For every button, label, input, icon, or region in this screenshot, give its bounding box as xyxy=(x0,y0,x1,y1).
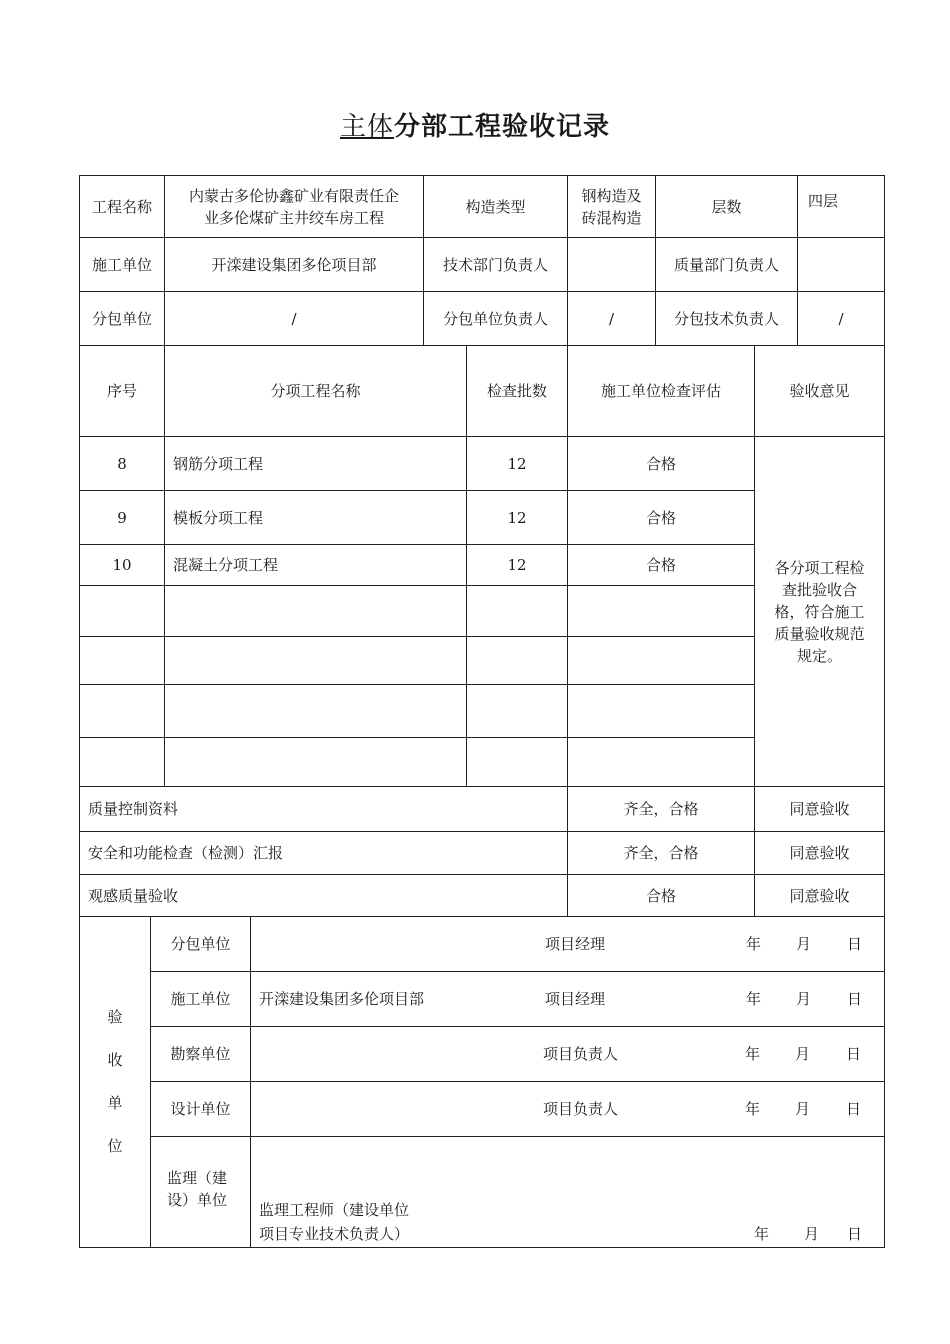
items-table xyxy=(79,345,885,787)
sign-cell xyxy=(251,917,885,972)
role-label: 项目经理 xyxy=(545,935,606,953)
table-row xyxy=(80,832,885,875)
project-name-value xyxy=(165,176,424,238)
year-label: 年 xyxy=(746,935,762,953)
check-eval: 齐全，合格 xyxy=(568,787,755,832)
sign-cell xyxy=(251,1137,885,1248)
col-name: 分项工程名称 xyxy=(165,346,467,437)
check-label: 安全和功能检查（检测）汇报 xyxy=(80,832,568,875)
table-row xyxy=(80,1082,885,1137)
year-label: 年 xyxy=(745,1045,761,1063)
year-label: 年 xyxy=(746,990,762,1008)
structure-type-line1: 钢构造及 xyxy=(581,186,642,205)
row-no: 8 xyxy=(80,437,165,491)
month-label: 月 xyxy=(796,935,812,953)
unit-label: 分包单位 xyxy=(151,917,251,972)
row-eval: 合格 xyxy=(568,545,755,586)
title-underlined: 主体 xyxy=(339,112,394,142)
col-no: 序号 xyxy=(80,346,165,437)
role-label: 项目负责人 xyxy=(543,1100,619,1118)
row-name: 混凝土分项工程 xyxy=(165,545,467,586)
check-opinion: 同意验收 xyxy=(755,875,885,917)
supervision-unit-line1: 监理（建 xyxy=(167,1169,228,1187)
row-name: 钢筋分项工程 xyxy=(165,437,467,491)
month-label: 月 xyxy=(795,1045,811,1063)
role-label: 项目经理 xyxy=(545,990,606,1008)
table-row xyxy=(80,437,885,491)
unit-label: 勘察单位 xyxy=(151,1027,251,1082)
table-row xyxy=(80,875,885,917)
vertical-char: 验 xyxy=(107,1008,123,1026)
vertical-char: 位 xyxy=(107,1137,123,1155)
acceptance-table xyxy=(79,916,885,1248)
day-label: 日 xyxy=(846,1045,862,1063)
month-label: 月 xyxy=(796,990,812,1008)
row-no: 10 xyxy=(80,545,165,586)
sign-cell xyxy=(251,1027,885,1082)
sub-tech-head-value: / xyxy=(798,292,885,346)
structure-type-line2: 砖混构造 xyxy=(581,208,642,227)
sign-cell xyxy=(251,972,885,1027)
day-label: 日 xyxy=(846,1100,862,1118)
table-row xyxy=(80,917,885,972)
row-eval: 合格 xyxy=(568,437,755,491)
row-batches: 12 xyxy=(467,491,568,545)
sub-unit-label: 分包单位 xyxy=(80,292,165,346)
unit-label: 设计单位 xyxy=(151,1082,251,1137)
table-row xyxy=(80,1027,885,1082)
opinion-line1: 各分项工程检 xyxy=(774,558,865,577)
month-label: 月 xyxy=(795,1100,811,1118)
floors-value: 四层 xyxy=(798,176,885,238)
floors-label: 层数 xyxy=(656,176,798,238)
supervision-role-line1: 监理工程师（建设单位 xyxy=(259,1201,410,1219)
check-opinion: 同意验收 xyxy=(755,787,885,832)
sub-unit-value: / xyxy=(165,292,424,346)
opinion-line3: 格，符合施工 xyxy=(774,602,865,621)
row-eval: 合格 xyxy=(568,491,755,545)
role-label: 项目负责人 xyxy=(543,1045,619,1063)
sub-unit-head-value: / xyxy=(568,292,656,346)
checks-table xyxy=(79,786,885,917)
items-opinion xyxy=(755,437,885,787)
year-label: 年 xyxy=(745,1100,761,1118)
supervision-unit-line2: 设）单位 xyxy=(167,1191,228,1209)
structure-type-label: 构造类型 xyxy=(424,176,568,238)
project-name-line1: 内蒙古多伦协鑫矿业有限责任企 xyxy=(188,186,399,205)
table-row xyxy=(80,972,885,1027)
year-label: 年 xyxy=(754,1225,770,1243)
day-label: 日 xyxy=(847,990,863,1008)
row-batches: 12 xyxy=(467,545,568,586)
tech-head-label: 技术部门负责人 xyxy=(424,238,568,292)
row-no: 9 xyxy=(80,491,165,545)
project-name-line2: 业多伦煤矿主井绞车房工程 xyxy=(203,208,384,227)
sign-cell xyxy=(251,1082,885,1137)
col-opinion: 验收意见 xyxy=(755,346,885,437)
vertical-char: 单 xyxy=(107,1094,123,1112)
table-row xyxy=(80,1137,885,1248)
row-name: 模板分项工程 xyxy=(165,491,467,545)
unit-name: 开滦建设集团多伦项目部 xyxy=(259,990,425,1008)
tech-head-value xyxy=(568,238,656,292)
row-batches: 12 xyxy=(467,437,568,491)
opinion-line4: 质量验收规范 xyxy=(774,624,865,643)
construction-unit-value: 开滦建设集团多伦项目部 xyxy=(165,238,424,292)
structure-type-value xyxy=(568,176,656,238)
quality-head-value xyxy=(798,238,885,292)
supervision-unit-label xyxy=(151,1137,251,1248)
check-opinion: 同意验收 xyxy=(755,832,885,875)
day-label: 日 xyxy=(847,1225,863,1243)
day-label: 日 xyxy=(847,935,863,953)
table-row xyxy=(80,787,885,832)
sub-tech-head-label: 分包技术负责人 xyxy=(656,292,798,346)
project-name-label: 工程名称 xyxy=(80,176,165,238)
acceptance-vertical-label xyxy=(80,917,151,1248)
vertical-char: 收 xyxy=(107,1051,123,1069)
check-label: 质量控制资料 xyxy=(80,787,568,832)
opinion-line5: 规定。 xyxy=(796,646,842,665)
page-title xyxy=(0,106,950,143)
month-label: 月 xyxy=(804,1225,820,1243)
quality-head-label: 质量部门负责人 xyxy=(656,238,798,292)
supervision-role-line2: 项目专业技术负责人） xyxy=(259,1225,410,1243)
sub-unit-head-label: 分包单位负责人 xyxy=(424,292,568,346)
opinion-line2: 查批验收合 xyxy=(781,580,857,599)
check-label: 观感质量验收 xyxy=(80,875,568,917)
construction-unit-label: 施工单位 xyxy=(80,238,165,292)
check-eval: 合格 xyxy=(568,875,755,917)
unit-label: 施工单位 xyxy=(151,972,251,1027)
header-table xyxy=(79,175,885,346)
col-batches: 检查批数 xyxy=(467,346,568,437)
check-eval: 齐全，合格 xyxy=(568,832,755,875)
col-eval: 施工单位检查评估 xyxy=(568,346,755,437)
title-rest: 分部工程验收记录 xyxy=(394,112,611,142)
